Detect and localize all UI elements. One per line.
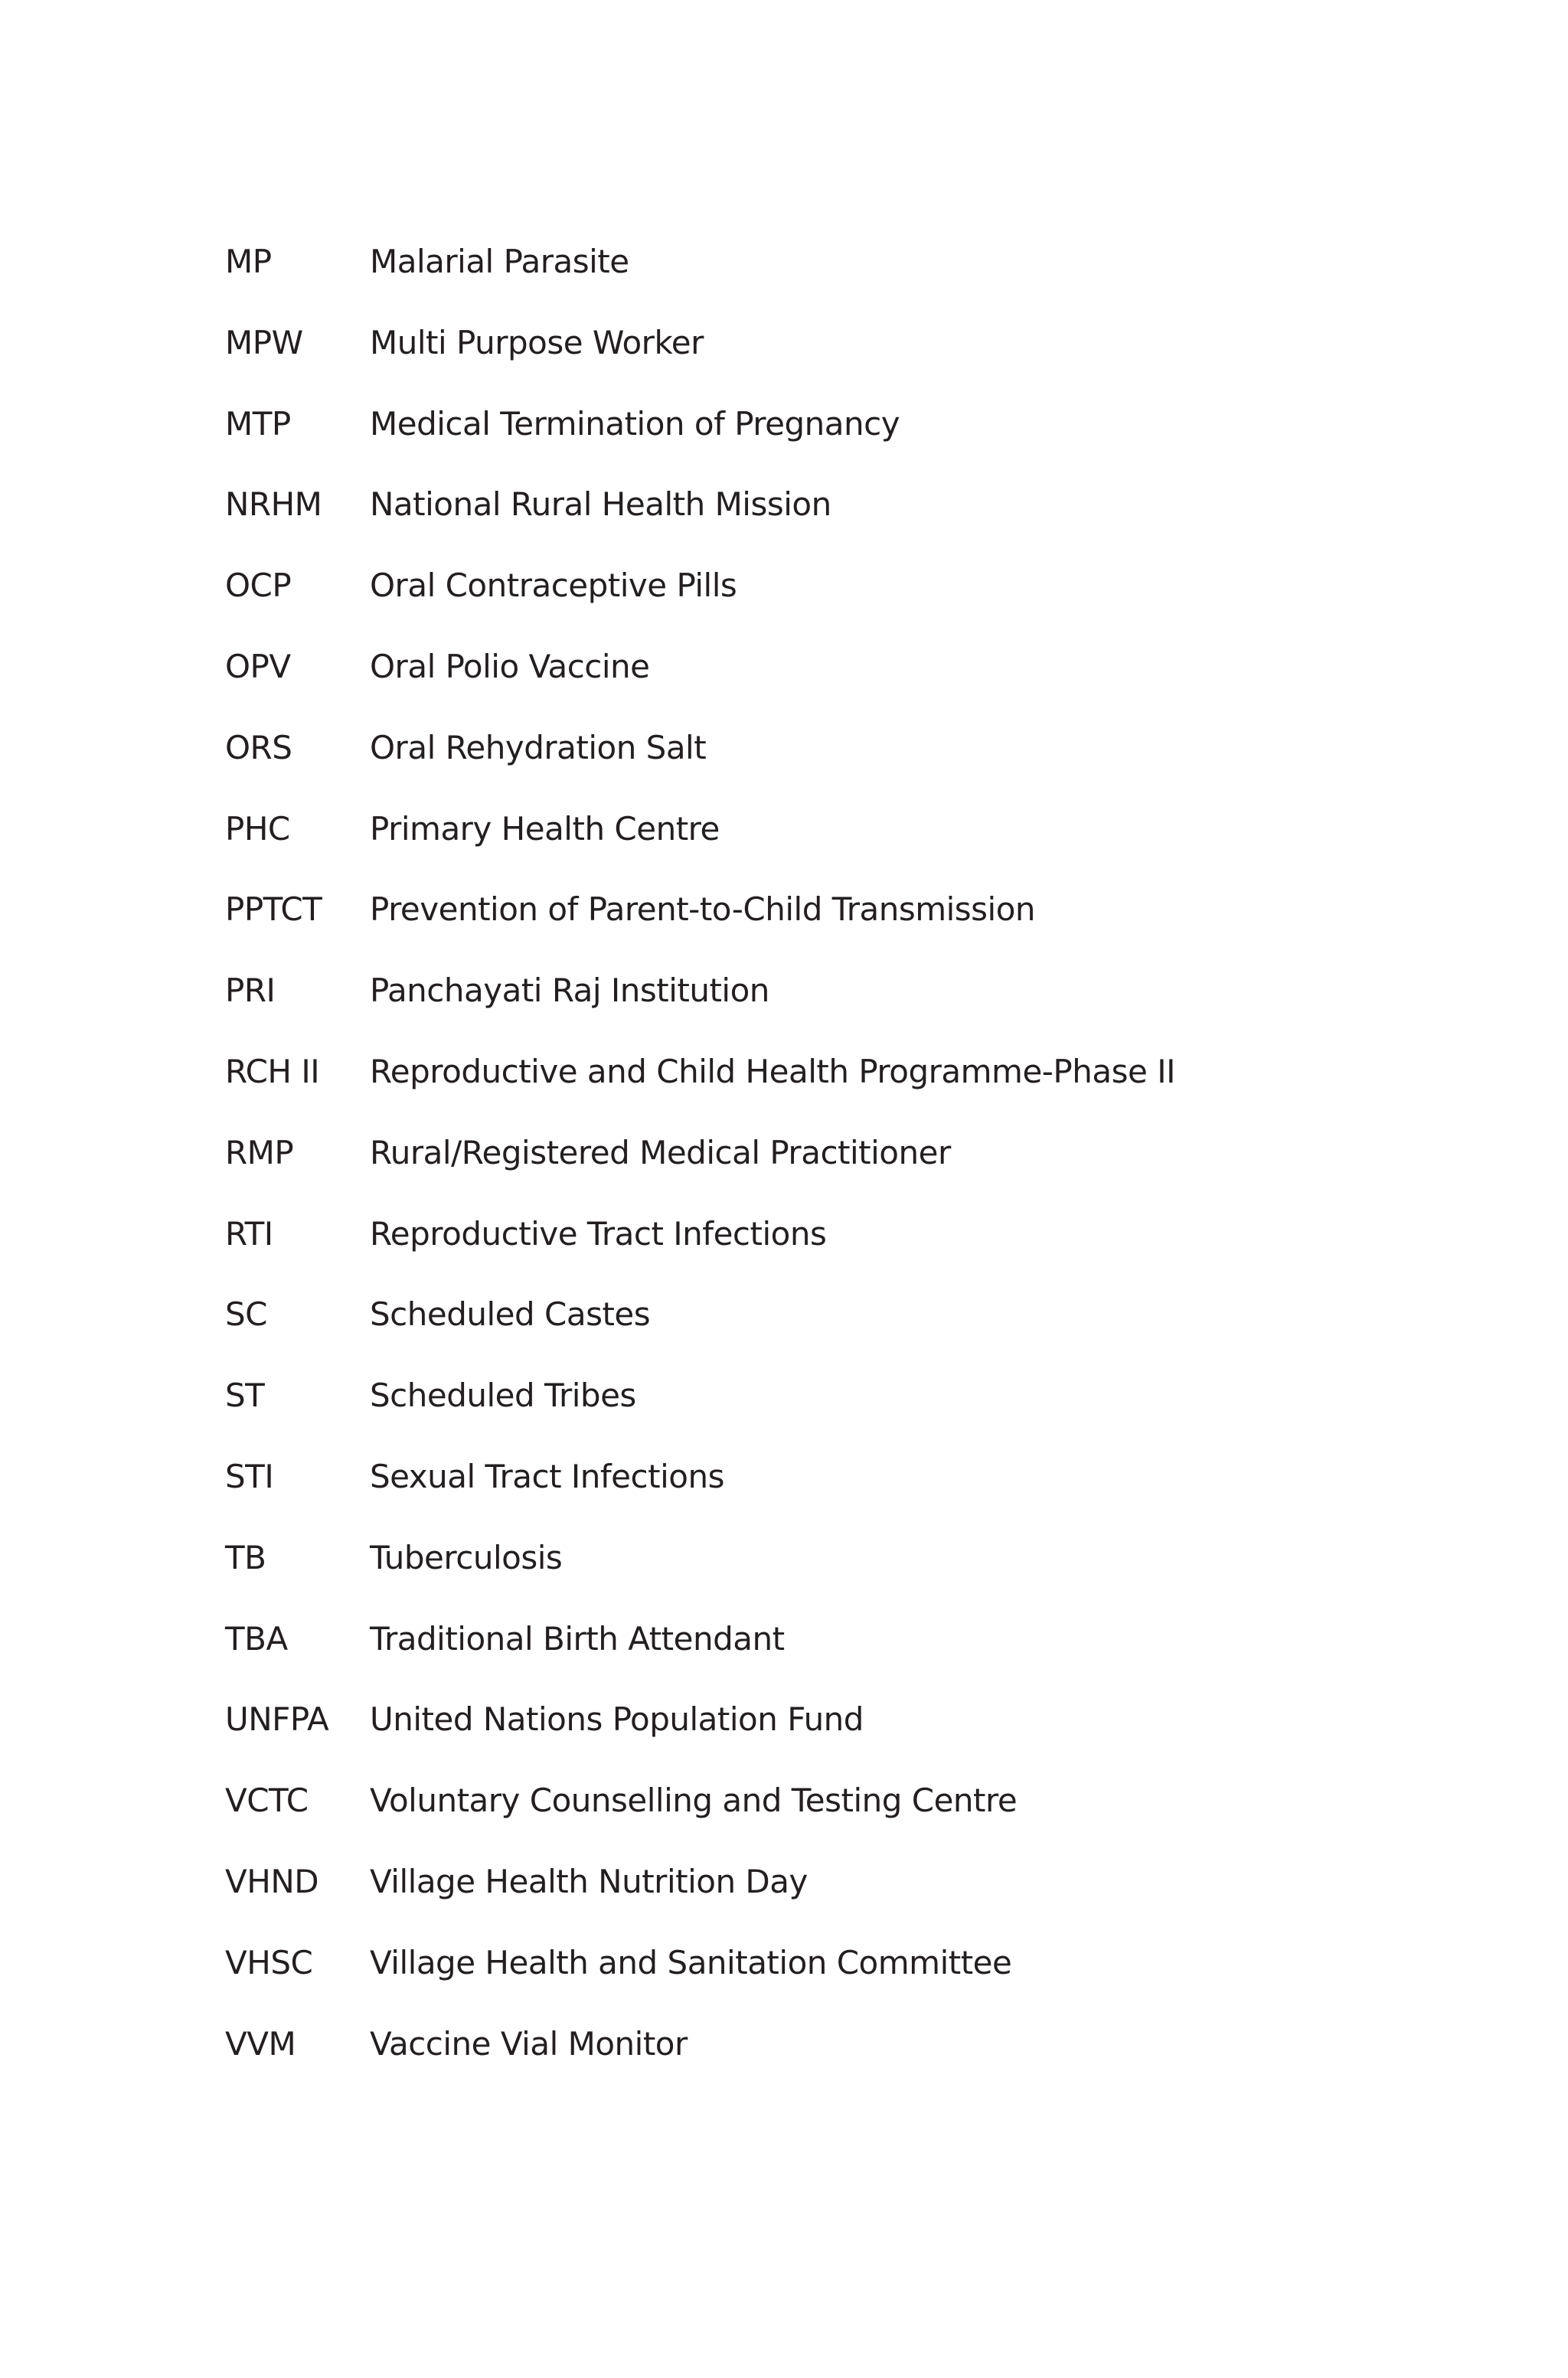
abbreviation-row [225, 240, 1527, 322]
abbreviation-term: UNFPA [225, 1700, 329, 1739]
abbreviation-definition: Village Health and Sanitation Committee [370, 1943, 1012, 1981]
abbreviation-term: MP [225, 243, 272, 280]
abbreviation-row [225, 1618, 1527, 1699]
abbreviation-term: STI [225, 1457, 274, 1495]
abbreviation-row [225, 1860, 1527, 1942]
abbreviation-row [225, 1698, 1527, 1779]
abbreviation-term: TBA [225, 1619, 288, 1658]
abbreviation-row [225, 645, 1527, 727]
abbreviation-term: RTI [225, 1214, 273, 1253]
abbreviation-definition: Voluntary Counselling and Testing Centre [370, 1782, 1018, 1820]
abbreviation-definition: Rural/Registered Medical Practitioner [370, 1133, 951, 1171]
abbreviation-term: NRHM [225, 485, 322, 524]
abbreviation-definition: Prevention of Parent-to-Child Transmission [370, 890, 1036, 929]
abbreviation-definition: Oral Rehydration Salt [370, 728, 707, 766]
abbreviation-term: TB [225, 1538, 266, 1576]
abbreviation-definition: Reproductive and Child Health Programme-Phase II [370, 1052, 1175, 1090]
abbreviation-term: RCH II [225, 1052, 320, 1090]
abbreviation-term: VCTC [225, 1782, 309, 1820]
abbreviation-row [225, 1213, 1527, 1294]
abbreviation-term: PHC [225, 809, 290, 848]
abbreviation-row [225, 1779, 1527, 1860]
abbreviation-term: SC [225, 1295, 267, 1334]
abbreviation-definition: Primary Health Centre [370, 809, 720, 848]
abbreviation-term: VHND [225, 1862, 319, 1900]
abbreviation-term: ORS [225, 728, 292, 766]
abbreviation-term: VHSC [225, 1943, 313, 1981]
abbreviation-row [225, 808, 1527, 889]
abbreviation-definition: Village Health Nutrition Day [370, 1862, 808, 1900]
abbreviation-definition: Oral Polio Vaccine [370, 647, 650, 685]
abbreviation-term: OPV [225, 647, 291, 685]
abbreviation-term: RMP [225, 1133, 294, 1171]
abbreviation-definition: Sexual Tract Infections [370, 1457, 724, 1495]
abbreviation-row [225, 888, 1527, 969]
abbreviation-definition: Tuberculosis [370, 1538, 563, 1576]
abbreviation-row [225, 1537, 1527, 1618]
abbreviation-row [225, 1132, 1527, 1213]
abbreviation-definition: Vaccine Vial Monitor [370, 2024, 688, 2063]
abbreviation-row [225, 727, 1527, 808]
abbreviation-definition: Scheduled Castes [370, 1295, 651, 1334]
abbreviation-row [225, 1050, 1527, 1132]
abbreviation-term: VVM [225, 2024, 296, 2063]
abbreviation-definition: Reproductive Tract Infections [370, 1214, 827, 1253]
abbreviation-definition: Traditional Birth Attendant [370, 1619, 785, 1658]
abbreviation-term: PRI [225, 972, 276, 1010]
abbreviation-definition: Oral Contraceptive Pills [370, 567, 737, 605]
abbreviation-term: OCP [225, 567, 292, 605]
abbreviation-definition: National Rural Health Mission [370, 485, 831, 524]
abbreviation-definition: United Nations Population Fund [370, 1700, 864, 1739]
abbreviation-row [225, 2023, 1527, 2104]
abbreviation-row [225, 483, 1527, 564]
abbreviation-definition: Medical Termination of Pregnancy [370, 404, 900, 443]
abbreviation-definition: Multi Purpose Worker [370, 323, 704, 361]
abbreviation-row [225, 322, 1527, 403]
abbreviation-row [225, 1942, 1527, 2023]
abbreviation-definition: Malarial Parasite [370, 243, 629, 280]
abbreviation-row [225, 969, 1527, 1050]
abbreviation-term: MTP [225, 404, 291, 443]
abbreviation-definition: Panchayati Raj Institution [370, 972, 769, 1010]
abbreviation-list [225, 240, 1527, 2103]
abbreviation-row [225, 1374, 1527, 1455]
abbreviation-row [225, 564, 1527, 645]
abbreviation-row [225, 1293, 1527, 1374]
abbreviation-row [225, 403, 1527, 484]
abbreviation-term: MPW [225, 323, 303, 361]
abbreviation-term: PPTCT [225, 890, 322, 929]
abbreviation-definition: Scheduled Tribes [370, 1377, 636, 1415]
abbreviation-term: ST [225, 1377, 265, 1415]
abbreviation-row [225, 1455, 1527, 1537]
